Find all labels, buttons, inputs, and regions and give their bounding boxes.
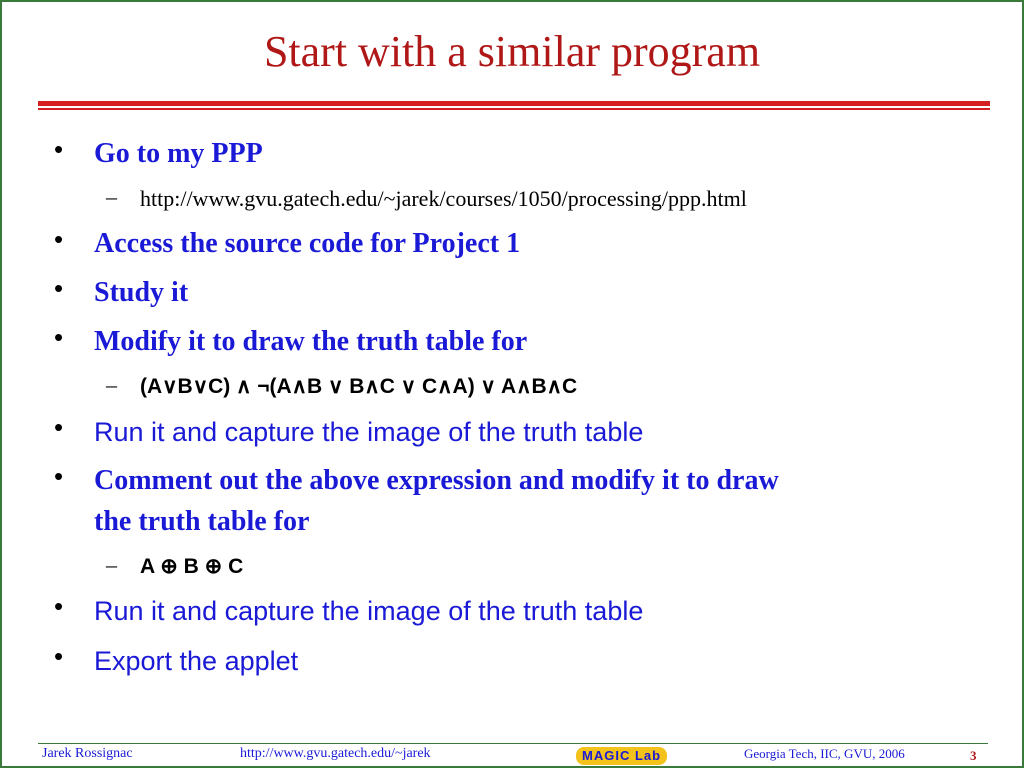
bullet-dot: • xyxy=(54,591,64,621)
footer-affiliation: Georgia Tech, IIC, GVU, 2006 xyxy=(744,746,905,761)
sub-bullet-expression: (A∨B∨C) ∧ ¬(A∧B ∨ B∧C ∨ C∧A) ∨ A∧B∧C xyxy=(140,375,578,398)
bullet-text: Go to my PPP xyxy=(94,138,263,169)
bullet-dot: • xyxy=(54,461,64,491)
bullet-dot: • xyxy=(54,273,64,303)
bullet-dot: • xyxy=(54,641,64,671)
bullet-text-line2: the truth table for xyxy=(94,506,310,537)
sub-bullet-url[interactable]: http://www.gvu.gatech.edu/~jarek/courses/1050/processing/ppp.html xyxy=(140,186,747,211)
bullet-text: Study it xyxy=(94,277,189,308)
footer-author: Jarek Rossignac xyxy=(42,746,133,761)
page-number: 3 xyxy=(970,748,977,763)
footer-url[interactable]: http://www.gvu.gatech.edu/~jarek xyxy=(240,746,431,761)
bullet-dot: • xyxy=(54,224,64,254)
bullet-text: Modify it to draw the truth table for xyxy=(94,326,528,357)
sub-bullet-expression: A ⊕ B ⊕ C xyxy=(140,555,244,578)
bullet-dot: • xyxy=(54,322,64,352)
bullet-text-line1: Comment out the above expression and modify it to draw xyxy=(94,465,779,496)
bullet-list xyxy=(2,2,1022,702)
bullet-text: Export the applet xyxy=(94,646,299,676)
bullet-dot: • xyxy=(54,412,64,442)
sub-bullet-dash: – xyxy=(106,552,117,577)
bullet-dot: • xyxy=(54,134,64,164)
slide-title: Start with a similar program xyxy=(263,27,761,76)
bullet-text: Access the source code for Project 1 xyxy=(94,228,521,259)
sub-bullet-dash: – xyxy=(106,372,117,397)
magic-lab-logo: MAGIC Lab xyxy=(576,747,667,765)
bullet-text: Run it and capture the image of the truth table xyxy=(94,596,644,626)
footer-rule xyxy=(38,743,988,744)
sub-bullet-dash: – xyxy=(106,184,117,209)
bullet-text: Run it and capture the image of the truth table xyxy=(94,417,644,447)
